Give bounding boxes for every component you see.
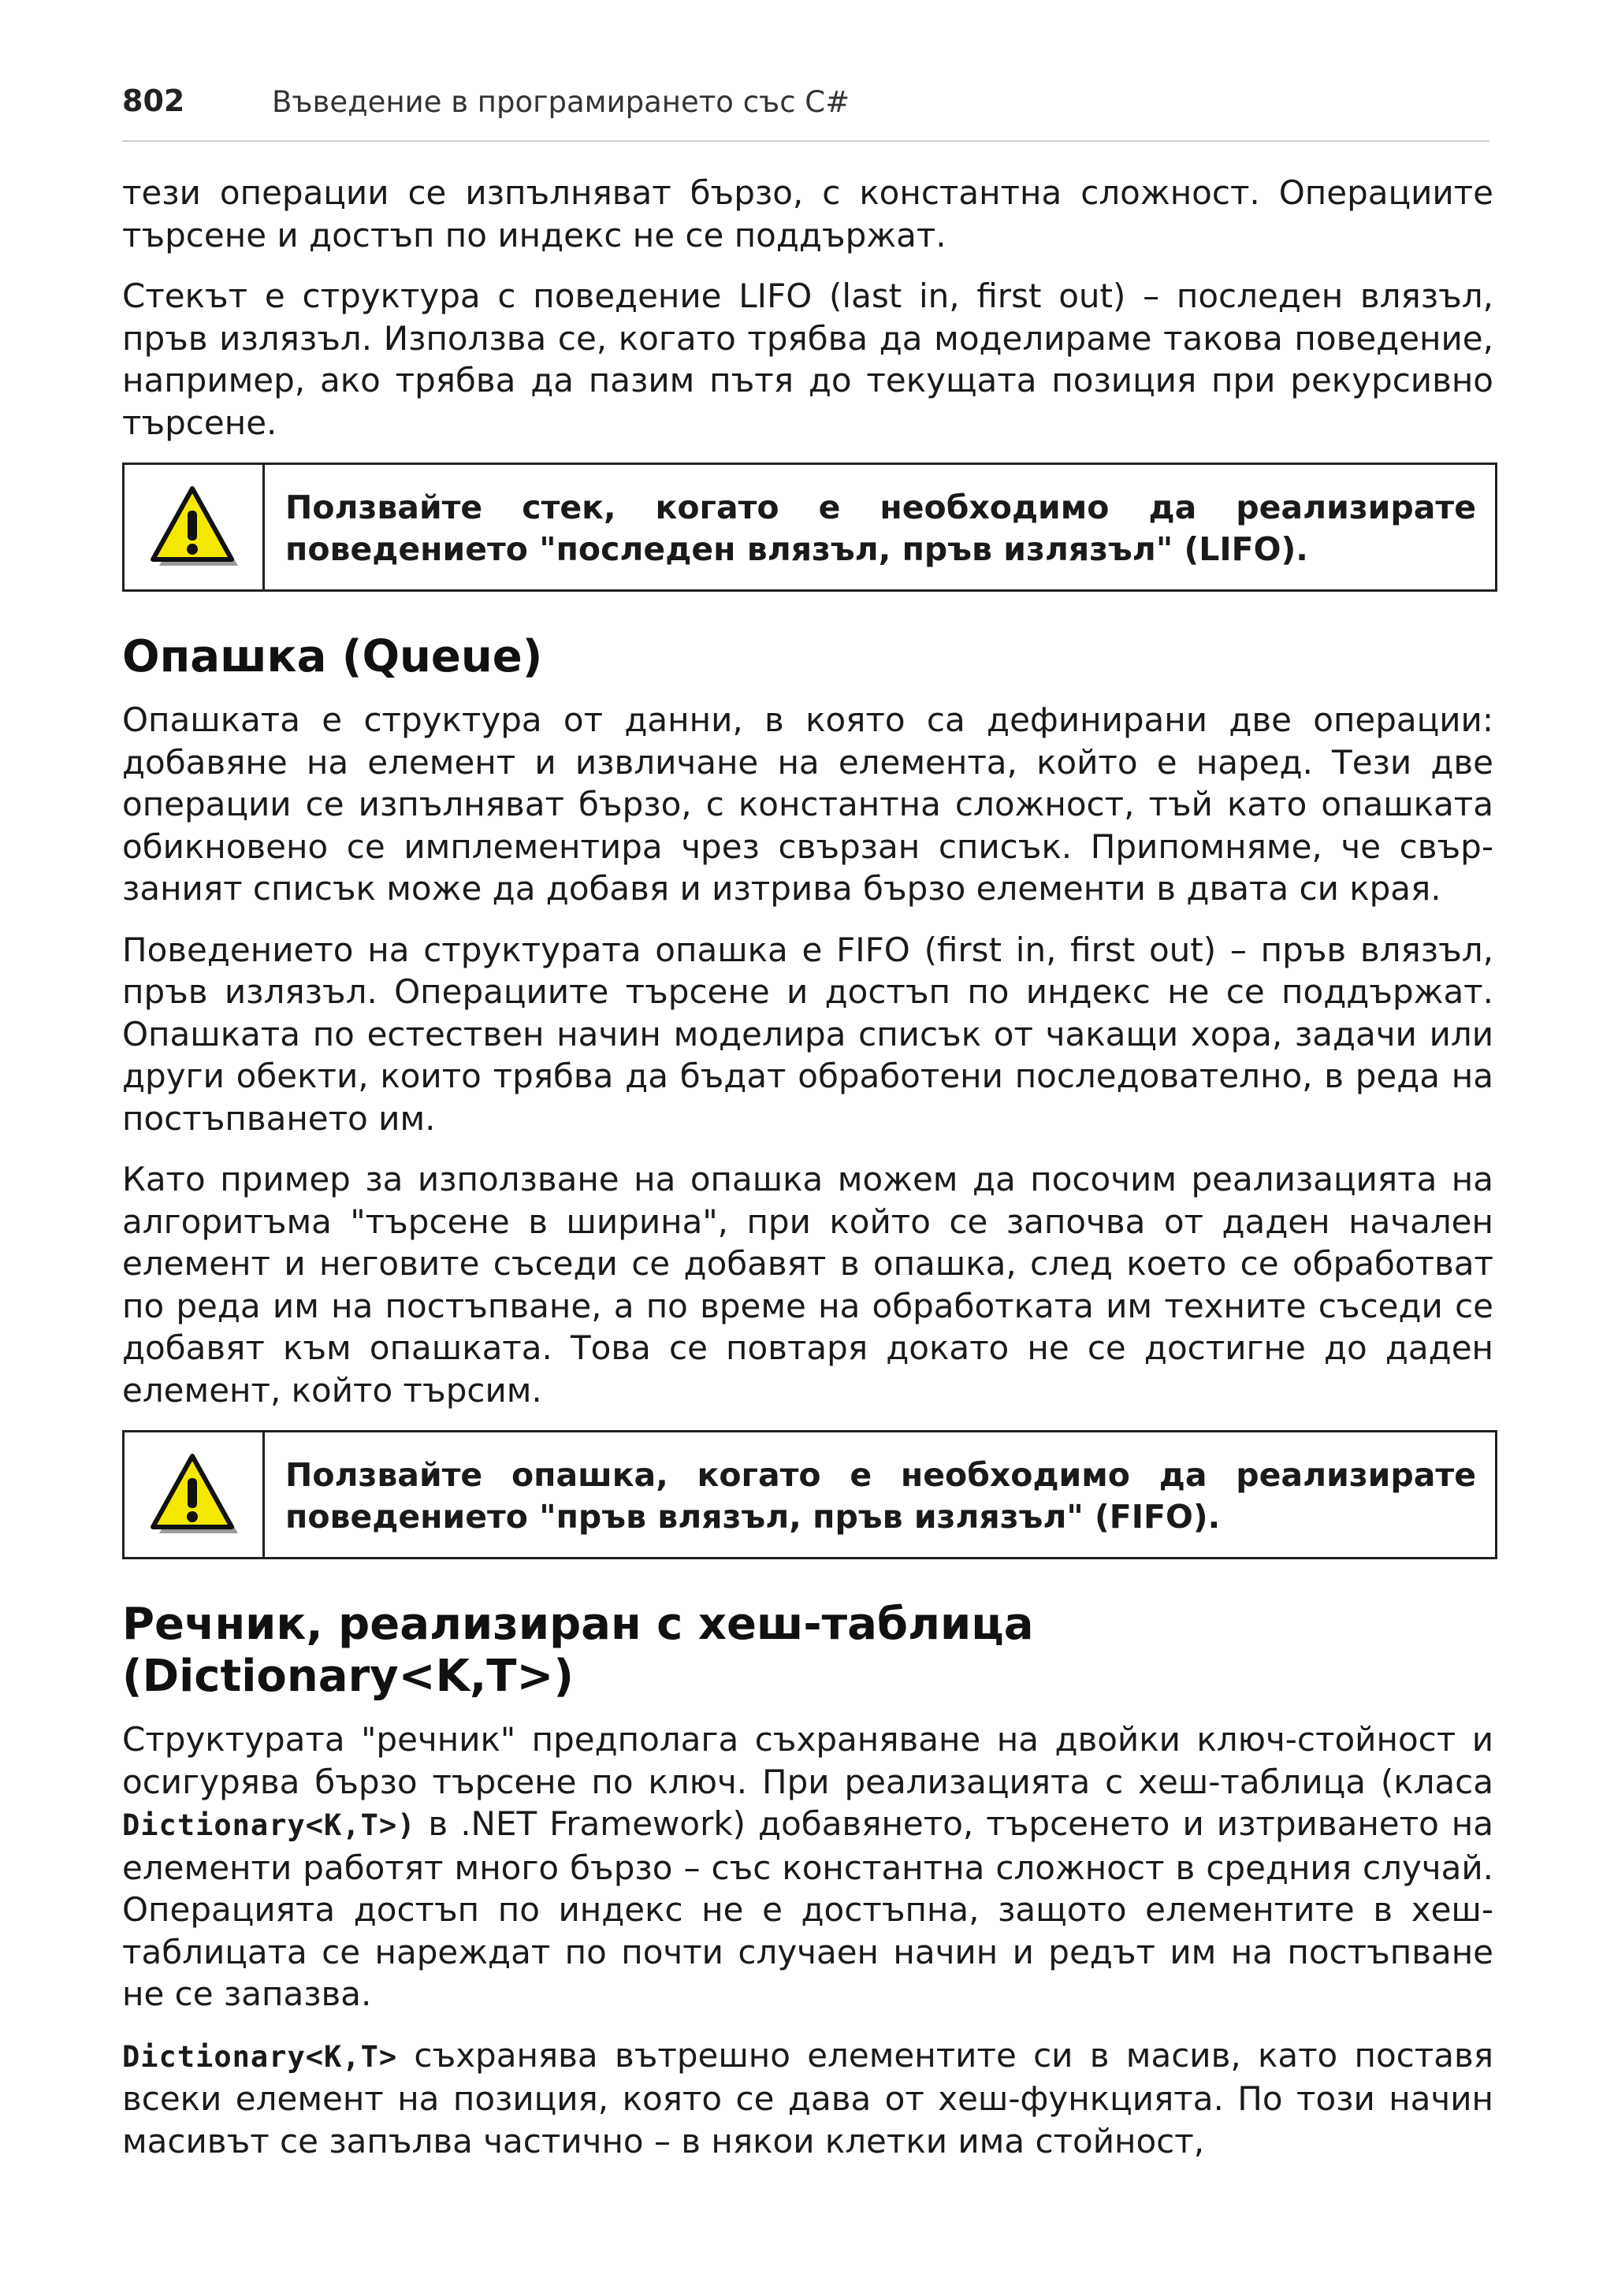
dictionary-p1-end: в .NET Framework) добавянето, търсенето и изтриването на елементи работят много бързо – със константна сложност в средния случай. Операцията достъп по индекс не е достъпна, защото елементите в хеш-таблицата се нареждат по почти случаен начин и редът им на постъпване не се запазва. (122, 1804, 1493, 2013)
queue-paragraph-3: Като пример за използване на опашка можем да посочим реализацията на алгоритъма "търсене в ширина", при който се започва от даден начален елемент и неговите съседи се добавят в опашка, след което се обработват по реда им на постъпване, а по време на обработката им техните съседи се добавят към опашката. Това се повтаря докато не се достигне до даден елемент, който търсим. (122, 1160, 1493, 1410)
queue-paragraph-1: Опашката е структура от данни, в която са дефинирани две операции: добавяне на елемент и извличане на елемента, който е наред. Тези две операции се изпълняват бързо, с константна сложност, тъй като опашката обикновено се имплементира чрез свързан списък. Припомняме, че свързаният списък може да добавя и изтрива бързо елементи в двата си края. (122, 700, 1493, 908)
intro-paragraph-1: тези операции се изпълняват бързо, с константна сложност. Операциите търсене и достъп по индекс не се поддържат. (122, 173, 1493, 254)
queue-paragraph-2: Поведението на структурата опашка е FIFO (first in, first out) – пръв влязъл, пръв излязъл. Операциите търсене и достъп по индекс не се поддържат. Опашката по естествен начин моделира списък от чакащи хора, задачи или други обекти, които трябва да бъдат обработени последователно, в реда на постъпването им. (122, 930, 1493, 1138)
running-header (122, 77, 1489, 142)
page-number: 802 (122, 84, 185, 118)
dictionary-section-title: Речник, реализиран с хеш-таблица (Dictionary<K,T>) (122, 1599, 1034, 1702)
dictionary-paragraph-2 (122, 2034, 1493, 2163)
queue-warning-box (122, 1430, 1497, 1559)
dictionary-class-code-2: Dictionary<K,T> (122, 2039, 398, 2074)
stack-warning-icon-cell (125, 465, 265, 589)
stack-warning-box (122, 463, 1497, 592)
intro-paragraph-2: Стекът е структура с поведение LIFO (last in, first out) – последен влязъл, пръв излязъл. Използва се, когато трябва да моделираме такова поведение, например, ако трябва да пазим пътя до текущата позиция при рекурсивно търсене. (122, 277, 1493, 442)
warning-icon (147, 484, 241, 570)
dictionary-p1-start: Структурата "речник" предполага съхраняване на двойки ключ-стойност и осигурява бързо търсене по ключ. При реализацията с хеш-таблица (класа (122, 1720, 1493, 1801)
queue-warning-icon-cell (125, 1432, 265, 1557)
dictionary-paragraph-1 (122, 1718, 1493, 2016)
page-content (122, 172, 1493, 2181)
dictionary-p2-rest: съхранява вътрешно елементите си в масив, като поставя всеки елемент на позиция, която се дава от хеш-функцията. По този начин масивът се запълва частично – в някои клетки има стойност, (122, 2035, 1493, 2160)
stack-warning-text: Ползвайте стек, когато е необходимо да реализирате поведението "последен влязъл, пръв излязъл" (LIFO). (285, 489, 1476, 568)
queue-warning-text: Ползвайте опашка, когато е необходимо да реализирате поведението "пръв влязъл, пръв излязъл" (FIFO). (285, 1456, 1476, 1536)
dictionary-class-code: Dictionary<K,T>) (122, 1808, 416, 1842)
warning-icon (147, 1451, 241, 1538)
book-title: Въведение в програмирането със C# (272, 85, 850, 119)
queue-section-title: Опашка (Queue) (122, 631, 543, 682)
